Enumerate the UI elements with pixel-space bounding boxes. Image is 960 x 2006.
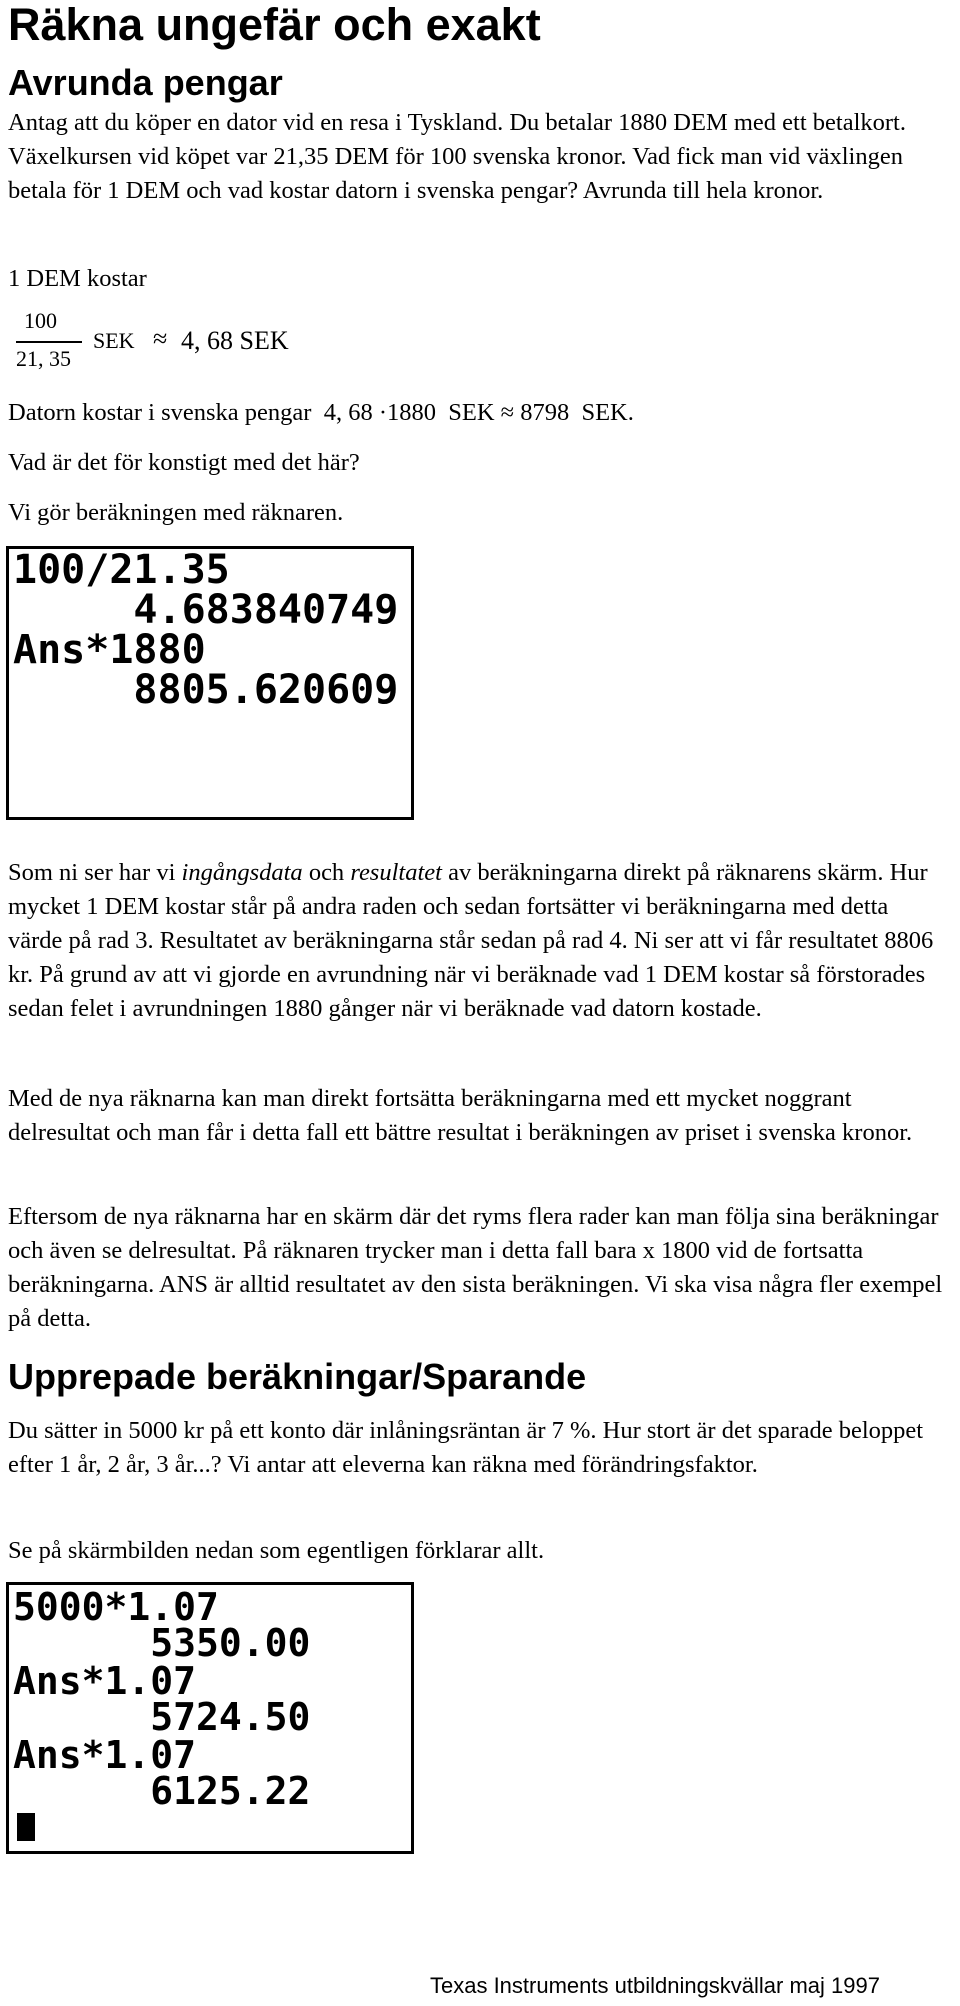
- screen-intro-line: Se på skärmbilden nedan som egentligen förklarar allt.: [8, 1537, 545, 1564]
- result-italic-output: resultatet: [350, 859, 442, 886]
- screen-line: Ans*1.07: [13, 1659, 197, 1703]
- screen-line: 5000*1.07: [13, 1585, 219, 1629]
- result-text-mid: och: [302, 859, 351, 886]
- screen-paragraph: Eftersom de nya räknarna har en skärm där det ryms flera rader kan man följa sina beräkningar och även se delresultat. På räknaren trycker man i detta fall bara x 1800 vid de fortsatta beräkningarna. ANS är alltid resultatet av den sista beräkningen. Vi ska visa några fler exempel på detta.: [8, 1203, 943, 1332]
- fraction-formula: [8, 308, 308, 378]
- page-title: Räkna ungefär och exakt: [8, 0, 541, 50]
- section-heading-saving: Upprepade beräkningar/Sparande: [8, 1356, 587, 1397]
- screen-line: 100/21.35: [13, 547, 230, 593]
- new-calcs-paragraph: Med de nya räknarna kan man direkt fortsätta beräkningarna med ett mycket noggrant delresultat och man får i detta fall ett bättre resultat i beräkningen av priset i svenska kronor.: [8, 1085, 913, 1146]
- result-paragraph: [8, 856, 948, 1026]
- screen-line: 4.683840749: [13, 587, 399, 633]
- approx-symbol: ≈: [153, 324, 168, 353]
- computer-cost-line: Datorn kostar i svenska pengar 4, 68 ·1880 SEK ≈ 8798 SEK.: [8, 399, 634, 426]
- result-text-post: av beräkningarna direkt på räknarens skärm. Hur mycket 1 DEM kostar står på andra raden och sedan fortsätter vi beräkningarna med detta värde på rad 3. Resultatet av beräkningarna står sedan på rad 4. Ni ser att vi får resultatet 8806 kr. På grund av att vi gjorde en avrundning när vi beräknade vad 1 DEM kostar så förstorades sedan felet i avrundningen 1880 gånger när vi beräknade vad datorn kostade.: [8, 859, 934, 1022]
- section-heading-rounding: Avrunda pengar: [8, 62, 283, 103]
- intro-paragraph: Antag att du köper en dator vid en resa i Tyskland. Du betalar 1880 DEM med ett betalkort. Växelkursen vid köpet var 21,35 DEM för 100 svenska kronor. Vad fick man vid växlingen betala för 1 DEM och vad kostar datorn i svenska pengar? Avrunda till hela kronor.: [8, 109, 906, 204]
- saving-intro-paragraph: Du sätter in 5000 kr på ett konto där inlåningsräntan är 7 %. Hur stort är det sparade beloppet efter 1 år, 2 år, 3 år...? Vi antar att eleverna kan räkna med förändringsfaktor.: [8, 1417, 924, 1478]
- result-italic-input: ingångsdata: [181, 859, 303, 886]
- fraction-unit: SEK: [93, 328, 135, 353]
- fraction-bar: [16, 341, 82, 343]
- calculator-cursor: [17, 1813, 35, 1841]
- fraction-denominator: 21, 35: [16, 346, 71, 371]
- result-text-pre: Som ni ser har vi: [8, 859, 182, 886]
- calculator-screen-1: [6, 546, 414, 820]
- screen-line: Ans*1880: [13, 627, 206, 673]
- fraction-result: 4, 68 SEK: [181, 326, 289, 355]
- fraction-numerator: 100: [24, 308, 57, 333]
- footer-text: Texas Instruments utbildningskvällar maj 1997: [429, 1973, 880, 1998]
- dem-cost-label: 1 DEM kostar: [8, 265, 147, 292]
- screen-line: Ans*1.07: [13, 1733, 197, 1777]
- screen-line: 8805.620609: [13, 667, 399, 713]
- screen-line: 5350.00: [13, 1621, 311, 1665]
- screen-line: 5724.50: [13, 1695, 311, 1739]
- calculator-screen-2: [6, 1582, 414, 1854]
- question-line: Vad är det för konstigt med det här?: [8, 449, 360, 476]
- calc-intro-line: Vi gör beräkningen med räknaren.: [8, 499, 344, 526]
- screen-line: 6125.22: [13, 1769, 311, 1813]
